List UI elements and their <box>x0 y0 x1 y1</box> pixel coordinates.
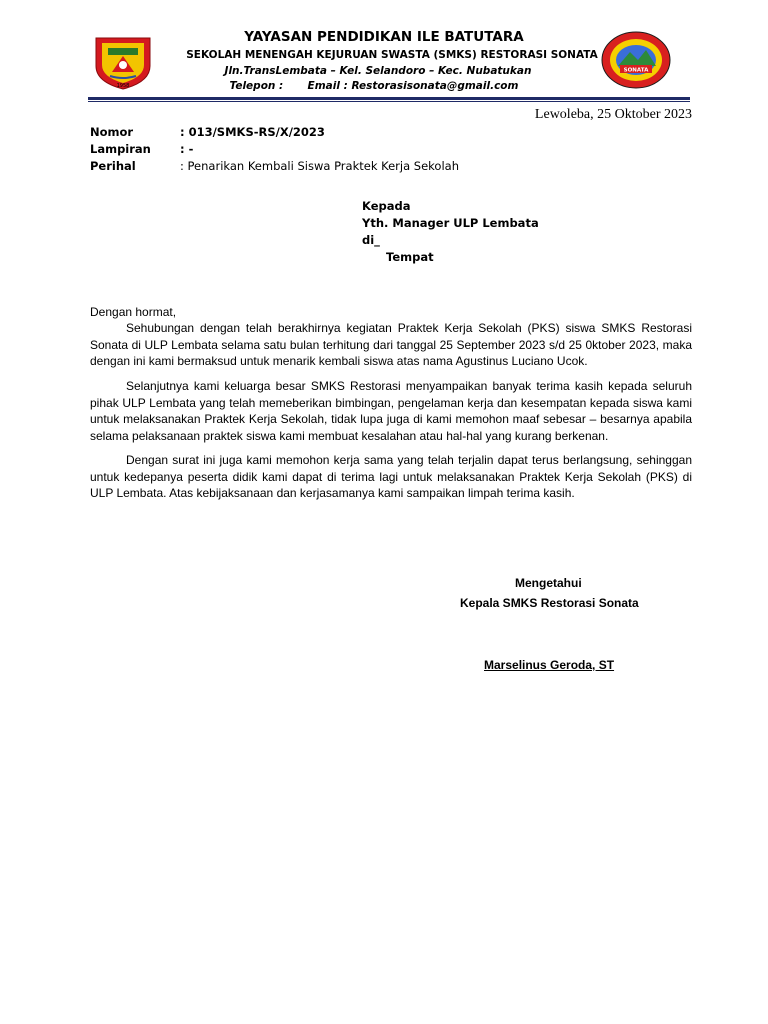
letterhead-divider-thin <box>88 101 690 102</box>
phone-label: Telepon : <box>229 80 284 92</box>
paragraph-2 <box>90 378 692 444</box>
signature-acknowledge: Mengetahui <box>515 576 582 590</box>
meta-row-subject <box>90 159 590 175</box>
meta-row-attachment <box>90 142 590 158</box>
letterhead-divider-thick <box>88 97 690 100</box>
email-address: Email : Restorasisonata@gmail.com <box>307 80 519 92</box>
meta-key: Perihal <box>90 159 136 173</box>
meta-value: : - <box>180 142 194 156</box>
logo-right-text: SONATA <box>623 67 649 74</box>
meta-value: : Penarikan Kembali Siswa Praktek Kerja Sekolah <box>180 159 459 173</box>
signature-name: Marselinus Geroda, ST <box>484 658 615 672</box>
paragraph-3 <box>90 452 692 502</box>
recipient-line-at: di_ <box>362 233 380 247</box>
paragraph-1-text: Sehubungan dengan telah berakhirnya kegiatan Praktek Kerja Sekolah (PKS) siswa SMKS Restorasi Sonata di ULP Lembata selama satu bulan terhitung dari tanggal 25 September 2023 s/d 25 0ktober 2023, maka dengan ini kami bermaksud untuk menarik kembali siswa atas nama Agustinus Luciano Ucok. <box>90 321 692 368</box>
meta-value: : 013/SMKS-RS/X/2023 <box>180 125 325 139</box>
recipient-line-to: Kepada <box>362 199 411 213</box>
contact-line <box>0 80 758 92</box>
paragraph-2-text: Selanjutnya kami keluarga besar SMKS Restorasi menyampaikan banyak terima kasih kepada seluruh pihak ULP Lembata yang telah memeberikan bimbingan, pengelaman kerja dan kesempatan kepada siswa kami untuk melaksanakan Praktek Kerja Sekolah, tidak lupa juga di kami memohon maaf sebesar – besarnya apabila selama pelaksanaan praktek siswa kami membuat kesalahan atau hal-hal yang kurang berkenan. <box>90 379 692 443</box>
foundation-name: YAYASAN PENDIDIKAN ILE BATUTARA <box>244 29 524 45</box>
school-address: Jln.TransLembata – Kel. Selandoro – Kec. Nubatukan <box>224 65 532 77</box>
place-date: Lewoleba, 25 Oktober 2023 <box>534 107 692 122</box>
meta-row-number <box>90 125 590 141</box>
meta-key: Lampiran <box>90 142 151 156</box>
paragraph-3-text: Dengan surat ini juga kami memohon kerja sama yang telah terjalin dapat terus berlangsung, sehinggan untuk kedepanya peserta didik kami dapat di terima lagi untuk melaksanakan Praktek Kerja Sekolah (PKS) di ULP Lembata. Atas kebijaksanaan dan kerjasamanya kami sampaikan limpah terima kasih. <box>90 453 692 500</box>
meta-key: Nomor <box>90 125 134 139</box>
recipient-line-name: Yth. Manager ULP Lembata <box>362 216 539 230</box>
salutation: Dengan hormat, <box>90 305 177 319</box>
recipient-line-place: Tempat <box>386 250 434 264</box>
logo-left-year: 1958 <box>116 83 130 89</box>
paragraph-1 <box>90 320 692 370</box>
signature-position: Kepala SMKS Restorasi Sonata <box>460 596 639 610</box>
school-name: SEKOLAH MENENGAH KEJURUAN SWASTA (SMKS) RESTORASI SONATA <box>186 49 598 61</box>
